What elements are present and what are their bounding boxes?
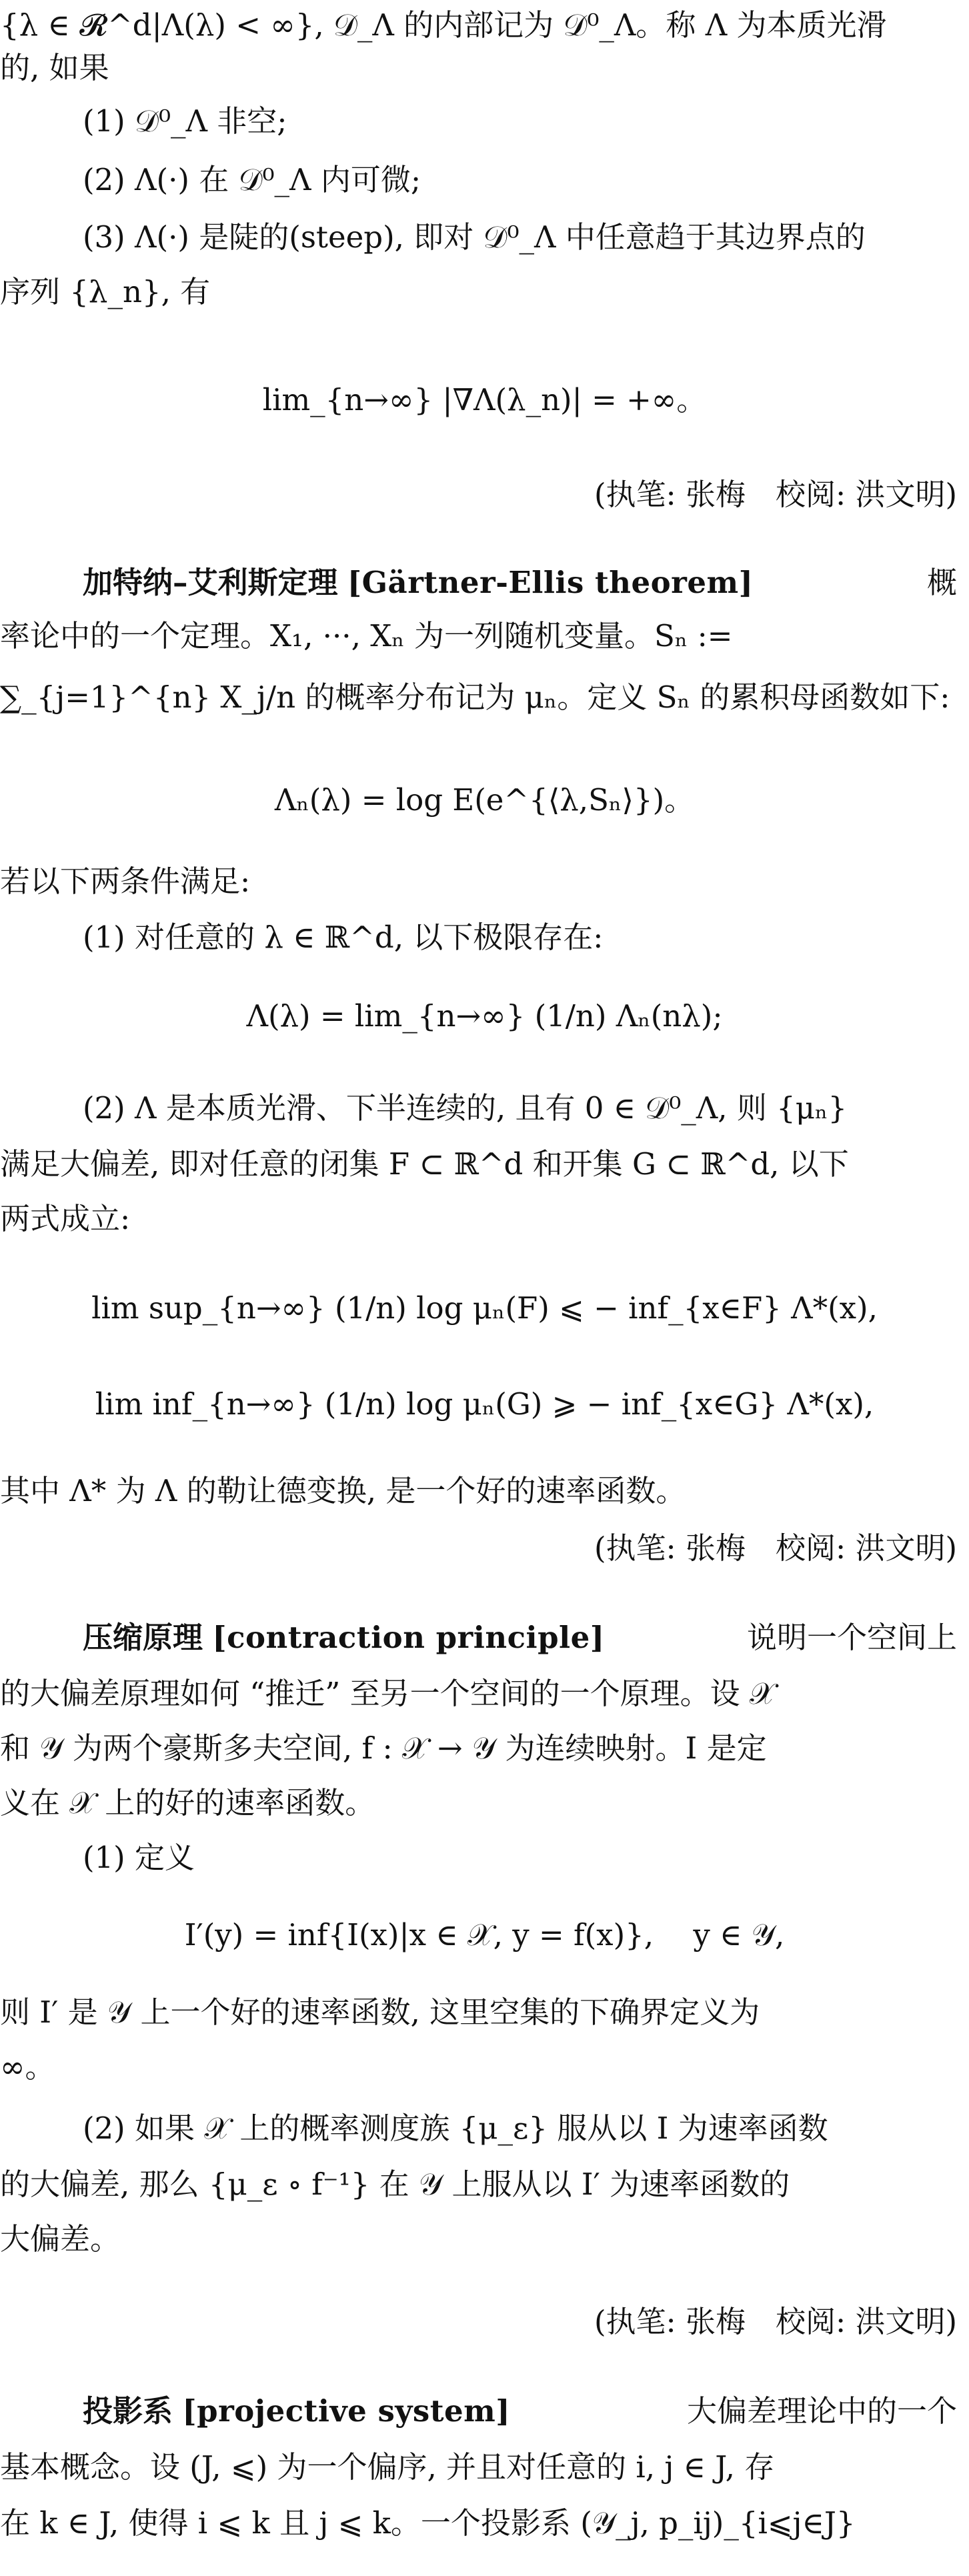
display-equation: Λₙ(λ) = log E(e^{⟨λ,Sₙ⟩})。 [274, 782, 695, 818]
text-line: 的, 如果 [0, 50, 109, 85]
text-line: 义在 𝒳 上的好的速率函数。 [0, 1785, 375, 1820]
text-line: 则 I′ 是 𝒴 上一个好的速率函数, 这里空集的下确界定义为 [0, 1995, 760, 2030]
text-line: 的大偏差原理如何 “推迁” 至另一个空间的一个原理。设 𝒳 [0, 1676, 776, 1711]
display-equation: Λ(λ) = lim_{n→∞} (1/n) Λₙ(nλ); [246, 998, 723, 1034]
list-item: (2) Λ(·) 在 𝒟⁰_Λ 内可微; [83, 162, 421, 197]
entry-english-term: [Gärtner-Ellis theorem] [347, 565, 754, 600]
display-equation: lim_{n→∞} |∇Λ(λ_n)| = +∞。 [262, 382, 707, 417]
text-line: 满足大偏差, 即对任意的闭集 F ⊂ ℝ^d 和开集 G ⊂ ℝ^d, 以下 [0, 1146, 849, 1182]
text-line: 其中 Λ* 为 Λ 的勒让德变换, 是一个好的速率函数。 [0, 1473, 686, 1508]
list-item: (3) Λ(·) 是陡的(steep), 即对 𝒟⁰_Λ 中任意趋于其边界点的 [83, 219, 866, 255]
text-line: 的大偏差, 那么 {μ_ε ∘ f⁻¹} 在 𝒴 上服从以 I′ 为速率函数的 [0, 2167, 790, 2202]
list-item: (1) 定义 [83, 1840, 195, 1875]
text-line: ∑_{j=1}^{n} X_j/n 的概率分布记为 μₙ。定义 Sₙ 的累积母函数如下: [0, 680, 950, 715]
list-item: (1) 𝒟⁰_Λ 非空; [83, 103, 287, 139]
entry-term: 压缩原理 [83, 1620, 203, 1655]
list-item: (2) Λ 是本质光滑、下半连续的, 且有 0 ∈ 𝒟⁰_Λ, 则 {μₙ} [83, 1090, 848, 1126]
entry-heading-line [0, 1616, 969, 1659]
entry-term: 加特纳–艾利斯定理 [83, 565, 338, 600]
text-fragment: 大偏差理论中的一个 [686, 2393, 957, 2429]
entry-english-term: [projective system] [182, 2393, 511, 2429]
text-line: 大偏差。 [0, 2221, 121, 2257]
author-signature: (执笔: 张梅 校阅: 洪文明) [594, 1530, 957, 1566]
text-line: ∞。 [0, 2049, 55, 2085]
display-equation: lim inf_{n→∞} (1/n) log μₙ(G) ⩾ − inf_{x∈G} Λ*(x), [95, 1386, 874, 1422]
display-equation: lim sup_{n→∞} (1/n) log μₙ(F) ⩽ − inf_{x∈F} Λ*(x), [91, 1290, 878, 1326]
text-line: 在 k ∈ J, 使得 i ⩽ k 且 j ⩽ k。一个投影系 (𝒴_j, p_ij)_{i⩽j∈J} [0, 2505, 856, 2541]
entry-term: 投影系 [83, 2393, 173, 2429]
text-line: 率论中的一个定理。X₁, ···, Xₙ 为一列随机变量。Sₙ := [0, 618, 733, 654]
list-item: (2) 如果 𝒳 上的概率测度族 {μ_ε} 服从以 I 为速率函数 [83, 2111, 828, 2146]
text-fragment: 说明一个空间上 [746, 1620, 957, 1655]
entry-heading-line [0, 561, 969, 604]
entry-heading-line [0, 2390, 969, 2433]
entry-english-term: [contraction principle] [212, 1620, 605, 1655]
text-line: 和 𝒴 为两个豪斯多夫空间, f : 𝒳 → 𝒴 为连续映射。I 是定 [0, 1730, 767, 1766]
text-line: 若以下两条件满足: [0, 864, 251, 899]
text-line: 基本概念。设 (J, ⩽) 为一个偏序, 并且对任意的 i, j ∈ J, 存 [0, 2449, 775, 2485]
list-item: (1) 对任意的 λ ∈ ℝ^d, 以下极限存在: [83, 920, 604, 955]
text-fragment: 概 [926, 565, 957, 600]
display-equation: I′(y) = inf{I(x)|x ∈ 𝒳, y = f(x)}, y ∈ 𝒴, [184, 1917, 785, 1953]
author-signature: (执笔: 张梅 校阅: 洪文明) [594, 2304, 957, 2339]
text-line: 序列 {λ_n}, 有 [0, 274, 211, 309]
author-signature: (执笔: 张梅 校阅: 洪文明) [594, 477, 957, 512]
text-line: {λ ∈ 𝓡^d|Λ(λ) < ∞}, 𝒟_Λ 的内部记为 𝒟⁰_Λ。称 Λ 为本质光滑 [0, 7, 887, 43]
text-line: 两式成立: [0, 1201, 131, 1236]
